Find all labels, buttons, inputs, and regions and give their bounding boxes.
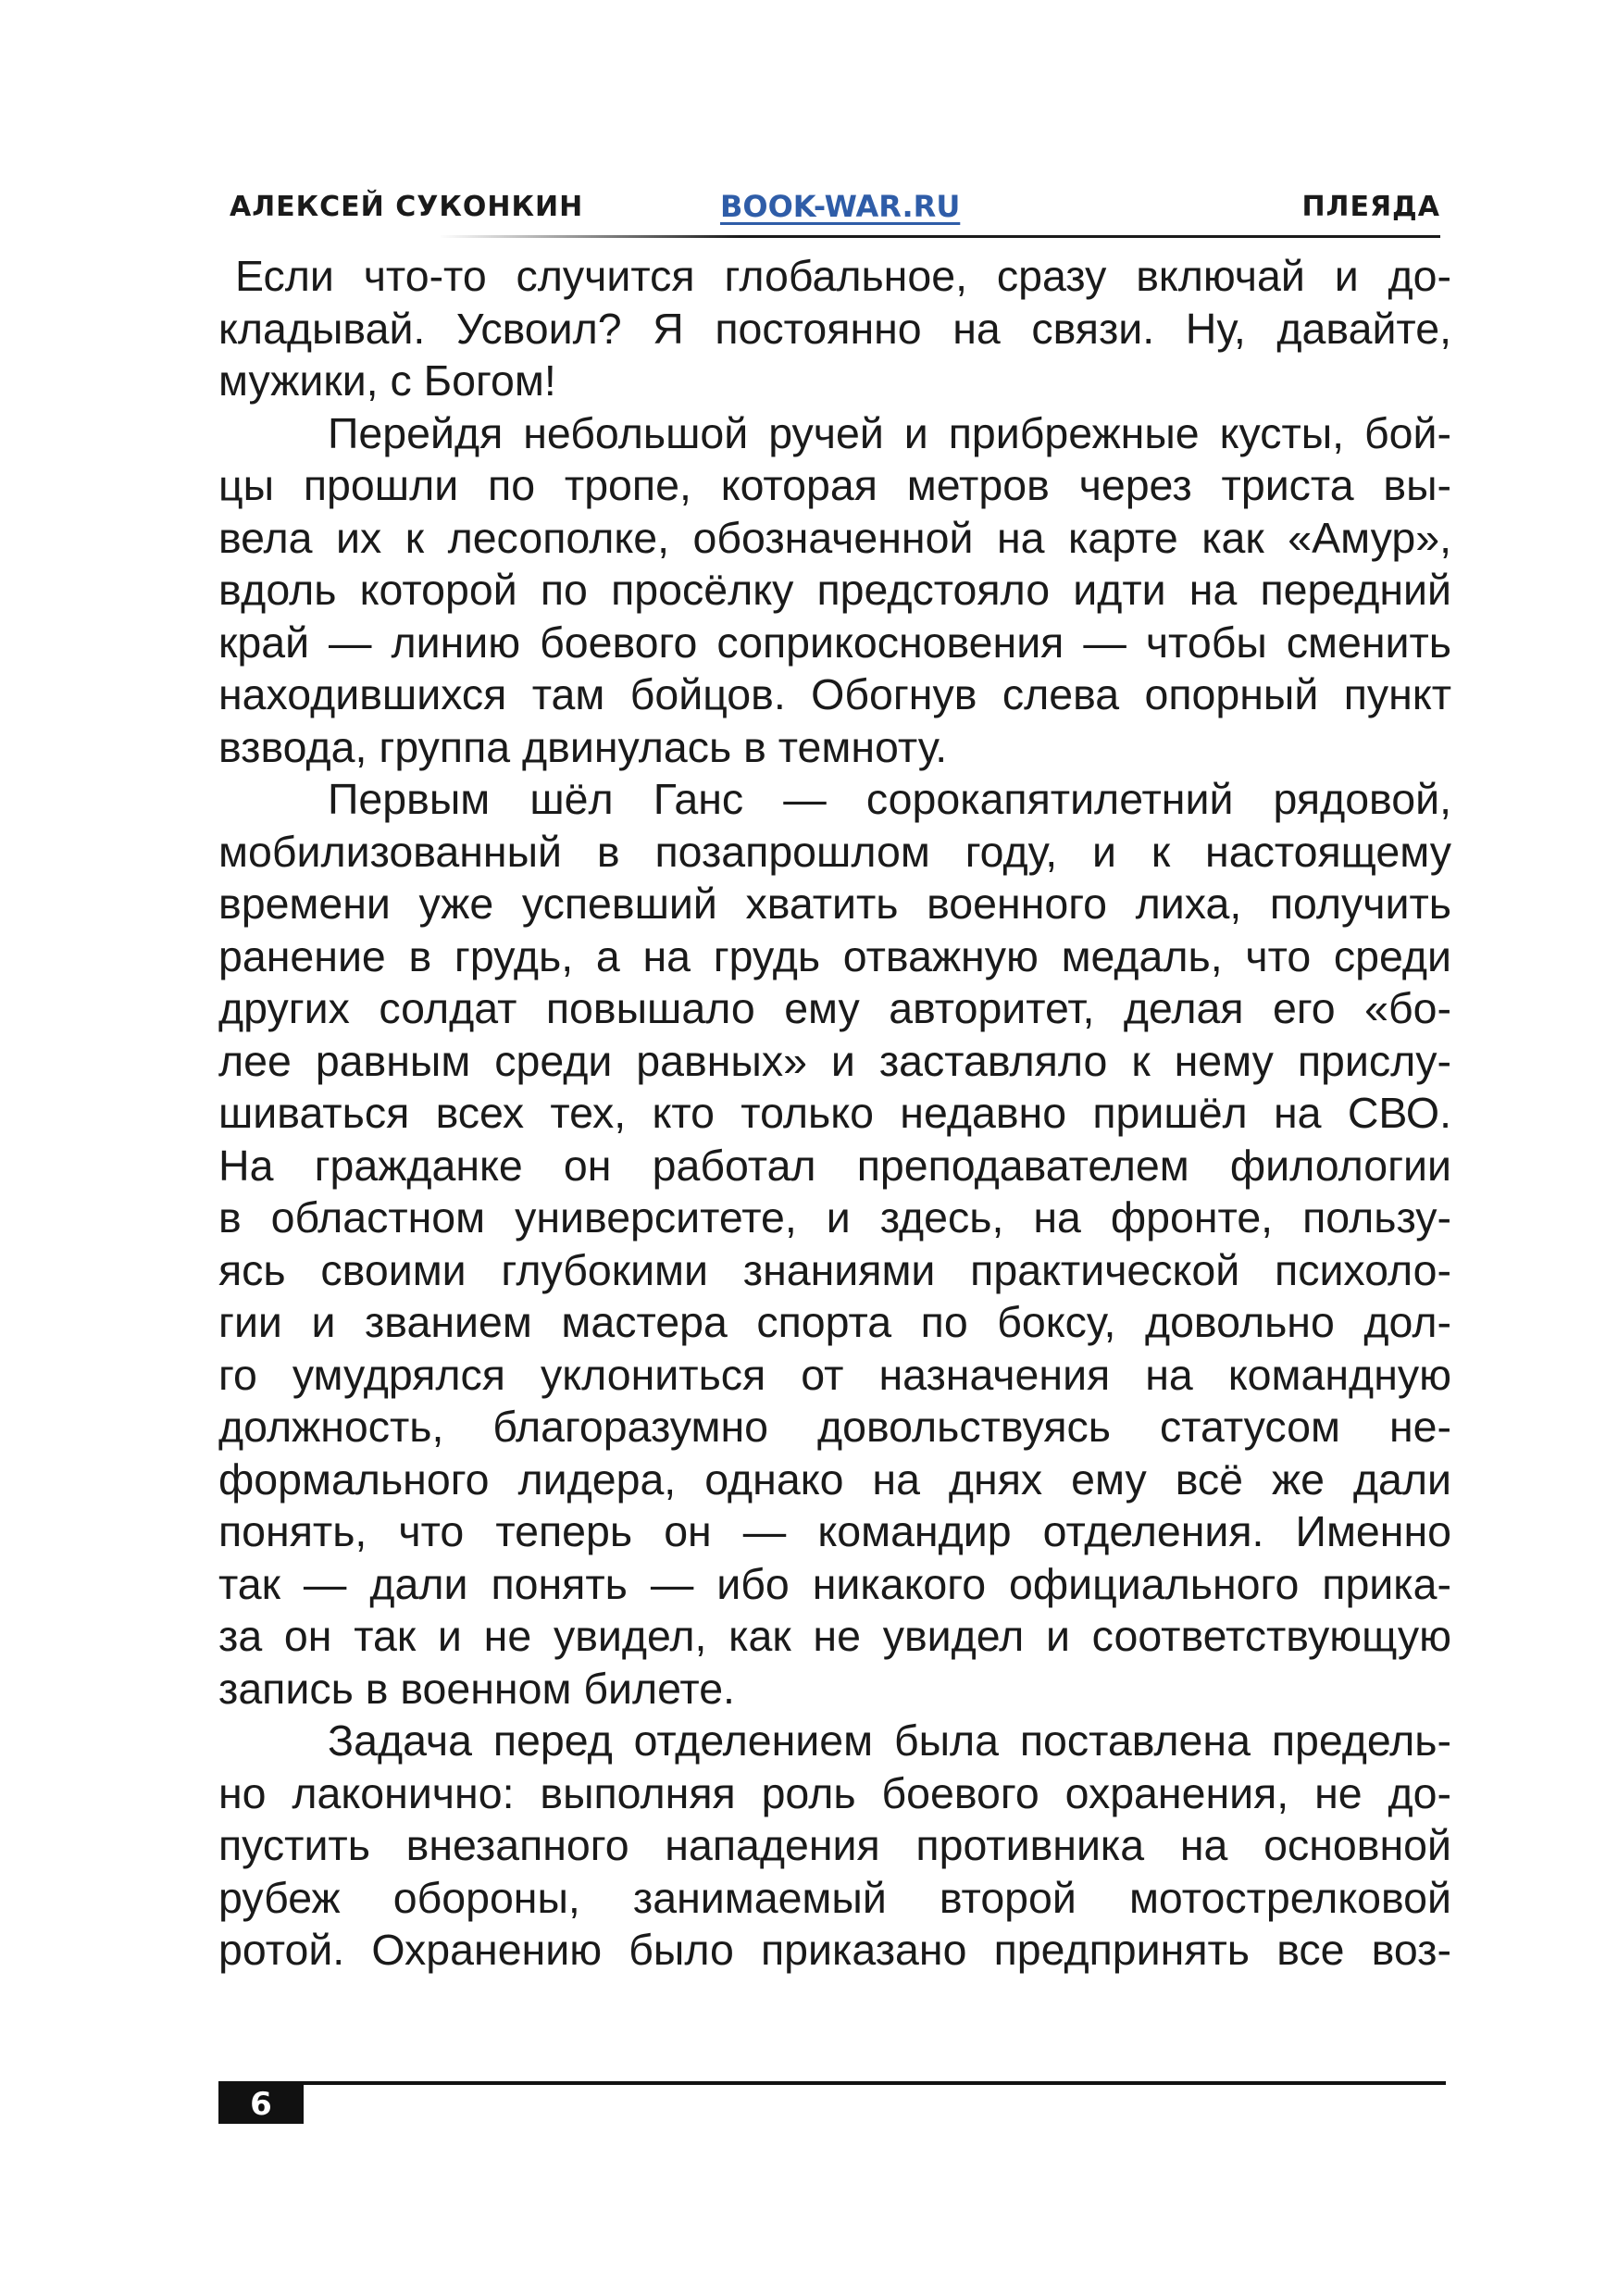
text-line: го умудрялся уклониться от назначения на командную	[218, 1350, 1451, 1399]
text-line: мужики, с Богом!	[218, 356, 556, 405]
text-line: гии и званием мастера спорта по боксу, довольно дол-	[218, 1298, 1451, 1346]
text-line: взвода, группа двинулась в темноту.	[218, 722, 948, 771]
text-line: других солдат повышало ему авторитет, делая его «бо-	[218, 984, 1451, 1032]
text-line: за он так и не увидел, как не увидел и соответствующую	[218, 1612, 1451, 1660]
header-rule	[439, 235, 1440, 238]
text-line: находившихся там бойцов. Обогнув слева опорный пункт	[218, 670, 1451, 718]
text-line: край — линию боевого соприкосновения — чтобы сменить	[218, 618, 1451, 667]
header-site-link[interactable]: BOOK-WAR.RU	[720, 189, 961, 224]
text-line: кладывай. Усвоил? Я постоянно на связи. Ну, давайте,	[218, 304, 1451, 353]
text-line: понять, что теперь он — командир отделения. Именно	[218, 1507, 1451, 1555]
text-line: так — дали понять — ибо никакого официального прика-	[218, 1559, 1451, 1608]
text-line: ясь своими глубокими знаниями практической психоло-	[218, 1245, 1451, 1294]
text-line: шиваться всех тех, кто только недавно пришёл на СВО.	[218, 1089, 1451, 1137]
text-line: запись в военном билете.	[218, 1664, 735, 1713]
running-head	[230, 187, 1440, 239]
text-line: должность, благоразумно довольствуясь статусом не-	[218, 1403, 1451, 1451]
text-line: цы прошли по тропе, которая метров через триста вы-	[218, 461, 1451, 509]
text-line: но лаконично: выполняя роль боевого охранения, не до-	[218, 1768, 1451, 1817]
text-line: формального лидера, однако на днях ему всё же дали	[218, 1454, 1451, 1504]
text-line: вела их к лесополке, обозначенной на карте как «Амур»,	[218, 513, 1451, 562]
text-line: пустить внезапного нападения противника на основной	[218, 1821, 1451, 1869]
header-series: ПЛЕЯДА	[1301, 191, 1440, 223]
text-line: лее равным среди равных» и заставляло к нему прислу-	[218, 1036, 1451, 1085]
page-number: 6	[218, 2085, 304, 2124]
text-line: На гражданке он работал преподавателем филологии	[218, 1141, 1451, 1190]
text-line: мобилизованный в позапрошлом году, и к настоящему	[218, 827, 1451, 876]
text-line: в областном университете, и здесь, на фронте, пользу-	[218, 1193, 1451, 1242]
text-line: вдоль которой по просёлку предстояло идти на передний	[218, 566, 1451, 614]
body-text	[218, 250, 1451, 1977]
text-line: Если что-то случится глобальное, сразу включай и до-	[235, 252, 1451, 300]
text-line: Задача перед отделением была поставлена предель-	[328, 1716, 1451, 1765]
text-line: времени уже успевший хватить военного лиха, получить	[218, 880, 1451, 928]
text-line: ротой. Охранению было приказано предпринять все воз-	[218, 1926, 1451, 1974]
footer-rule	[218, 2081, 1446, 2085]
text-line: Перейдя небольшой ручей и прибрежные кусты, бой-	[328, 408, 1451, 457]
text-line: Первым шёл Ганс — сорокапятилетний рядовой,	[328, 775, 1451, 823]
text-line: ранение в грудь, а на грудь отважную медаль, что среди	[218, 931, 1451, 980]
text-line: рубеж обороны, занимаемый второй мотострелковой	[218, 1873, 1451, 1922]
header-author: АЛЕКСЕЙ СУКОНКИН	[230, 191, 584, 223]
